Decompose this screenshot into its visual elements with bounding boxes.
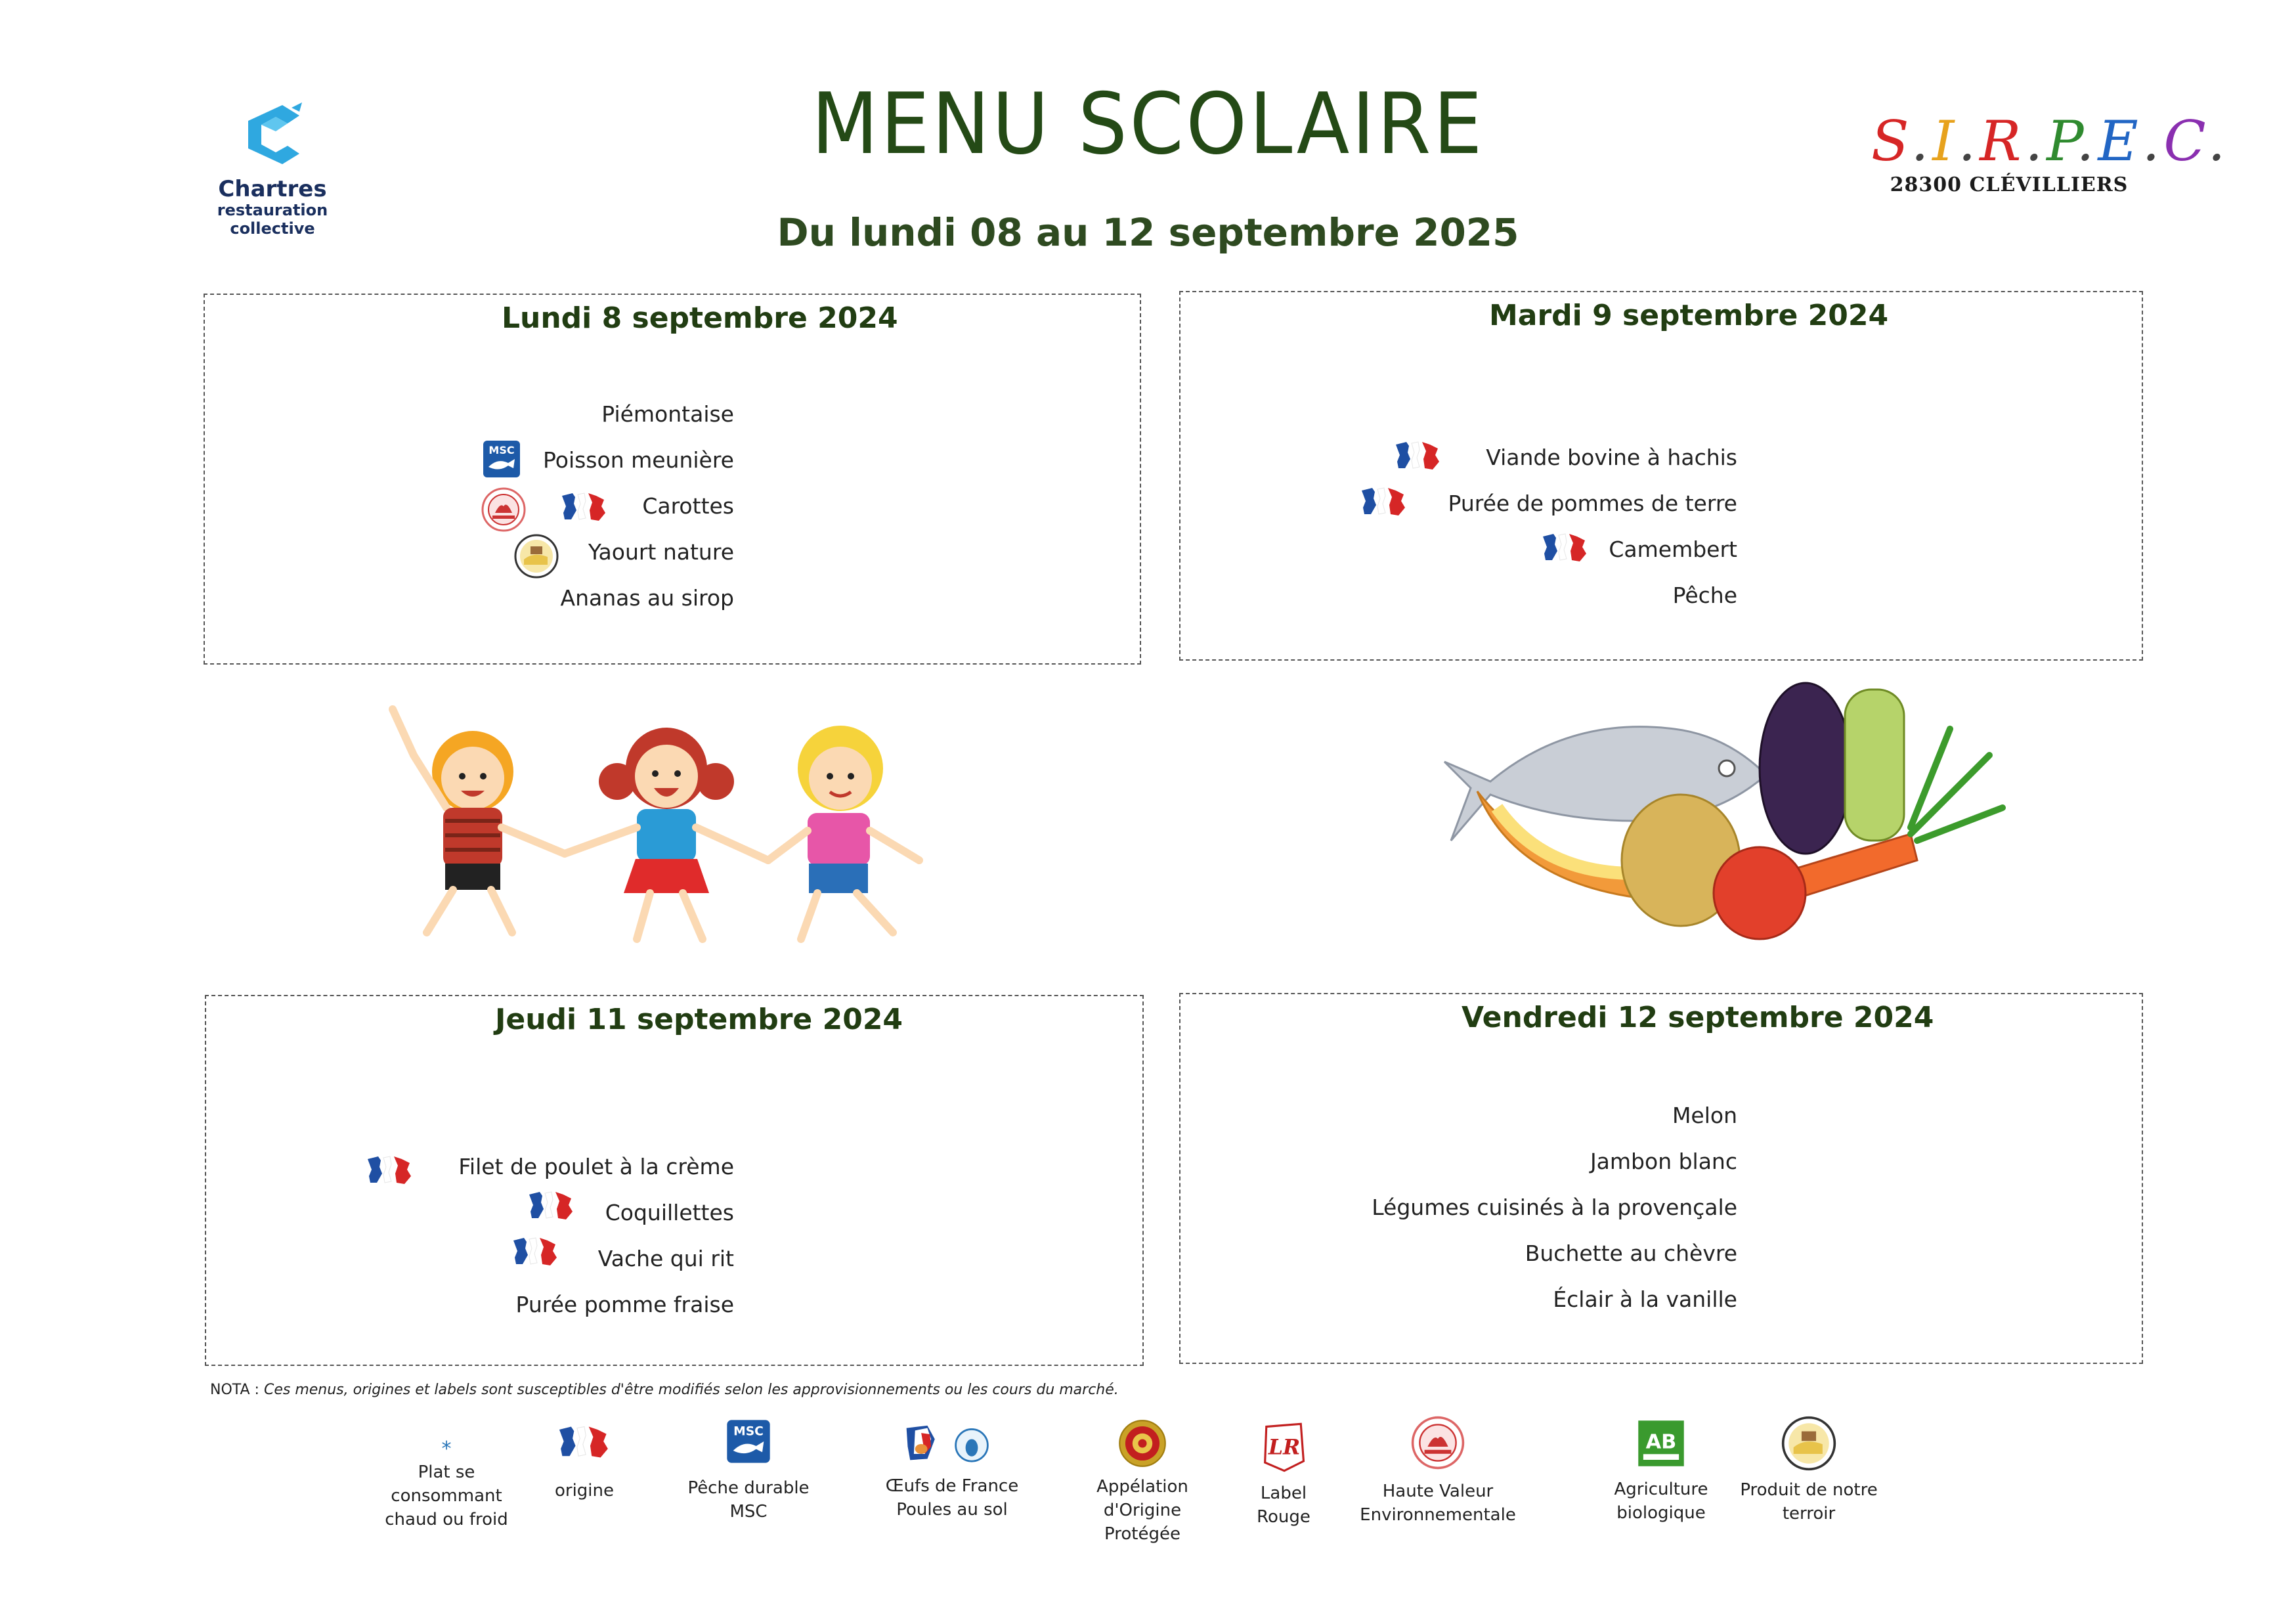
legend-line: d'Origine: [1103, 1501, 1182, 1520]
day-heading: Lundi 8 septembre 2024: [502, 301, 898, 335]
asterisk-icon: *: [441, 1437, 452, 1460]
france-flag-icon: [525, 1189, 578, 1222]
dish-item: Coquillettes: [605, 1200, 734, 1225]
legend-line: Protégée: [1104, 1524, 1180, 1544]
legend-line: Environnementale: [1360, 1505, 1516, 1525]
legend-line: Plat se: [418, 1462, 475, 1482]
legend-line: terroir: [1782, 1504, 1836, 1524]
legend-line: Rouge: [1257, 1507, 1310, 1527]
peach-shape: [1714, 847, 1806, 939]
nota-note: [210, 1382, 1119, 1398]
sirpec-letter: C: [2163, 109, 2208, 173]
food-illustration: [1438, 676, 2016, 952]
sirpec-dot: .: [2076, 109, 2098, 173]
logo-left-line3: collective: [230, 219, 315, 238]
logo-left-line1: Chartres: [218, 176, 327, 202]
legend-line: Agriculture: [1614, 1480, 1708, 1499]
sirpec-dot: .: [2207, 109, 2230, 173]
legend-line: consommant: [391, 1486, 502, 1506]
sirpec-letter: P: [2047, 109, 2077, 173]
dish-item: Buchette au chèvre: [1525, 1240, 1737, 1266]
msc-fish-icon: [726, 1418, 771, 1464]
france-flag-icon: [1392, 439, 1444, 472]
sirpec-letter: R: [1980, 109, 2025, 173]
page-title: MENU SCOLAIRE: [811, 76, 1485, 173]
legend-line: Œufs de France: [885, 1476, 1019, 1496]
legend-line: Haute Valeur: [1382, 1481, 1494, 1501]
nota-label: NOTA :: [210, 1382, 259, 1398]
sirpec-dot: .: [2142, 109, 2164, 173]
france-flag-icon: [1358, 485, 1410, 518]
legend-line: origine: [554, 1481, 615, 1501]
legend-line: Pêche durable: [687, 1478, 810, 1498]
dish-item: Éclair à la vanille: [1553, 1286, 1737, 1312]
oeufs-france-icon: [903, 1422, 1001, 1465]
children-illustration: [374, 696, 959, 965]
day-box-monday: [204, 294, 1141, 665]
france-flag-icon: [555, 1424, 614, 1460]
sirpec-letter: S: [1871, 109, 1911, 173]
legend-msc: [676, 1418, 821, 1524]
dish-item: Piémontaise: [601, 401, 734, 427]
kid-left: [393, 709, 565, 933]
sirpec-logo: [1871, 109, 2230, 196]
legend-origin: [525, 1424, 643, 1503]
france-flag-icon: [364, 1154, 416, 1187]
day-heading: Mardi 9 septembre 2024: [1489, 299, 1889, 332]
legend-line: Appélation: [1096, 1477, 1188, 1497]
legend-line: Label: [1260, 1483, 1307, 1503]
hve-badge-icon: [1410, 1415, 1465, 1470]
dish-item: Carottes: [642, 493, 734, 519]
sirpec-letter: E: [2098, 109, 2142, 173]
dish-item: Purée de pommes de terre: [1448, 491, 1737, 516]
dish-item: Camembert: [1609, 537, 1737, 562]
terroir-badge-icon: [1781, 1415, 1837, 1472]
msc-fish-icon: [482, 439, 521, 479]
dish-item: Jambon blanc: [1590, 1149, 1737, 1174]
day-heading: Jeudi 11 septembre 2024: [495, 1003, 903, 1036]
legend-line: biologique: [1616, 1503, 1706, 1523]
dish-item: Ananas au sirop: [560, 585, 734, 611]
dish-item: Filet de poulet à la crème: [458, 1154, 734, 1179]
dish-item: Melon: [1672, 1103, 1737, 1128]
sirpec-dot: .: [1958, 109, 1980, 173]
legend-label-rouge: [1234, 1420, 1333, 1529]
dish-item: Pêche: [1672, 582, 1737, 608]
legend-eggs: [867, 1422, 1037, 1522]
sirpec-dot: .: [2025, 109, 2047, 173]
aop-seal-icon: [1117, 1418, 1167, 1468]
france-flag-icon: [509, 1235, 562, 1268]
terroir-badge-icon: [513, 533, 559, 579]
legend-hve: [1353, 1415, 1523, 1527]
kid-right: [768, 726, 919, 939]
day-box-friday: [1179, 993, 2143, 1364]
legend-star: [368, 1438, 525, 1531]
dish-item: Vache qui rit: [597, 1246, 734, 1271]
legend-aop: [1070, 1418, 1215, 1546]
sirpec-name: [1871, 109, 2230, 173]
sirpec-address: 28300 CLÉVILLIERS: [1890, 173, 2129, 196]
legend-terroir: [1727, 1415, 1891, 1525]
dish-item: Poisson meunière: [543, 447, 734, 473]
france-flag-icon: [558, 491, 611, 523]
eggplant-shape: [1760, 683, 1852, 854]
logo-left-line2: restauration: [217, 201, 328, 219]
legend-ab: [1595, 1418, 1727, 1525]
label-rouge-icon: [1259, 1420, 1309, 1475]
dish-item: Légumes cuisinés à la provençale: [1372, 1195, 1737, 1220]
legend-line: MSC: [729, 1502, 768, 1522]
hve-badge-icon: [481, 487, 527, 533]
day-box-tuesday: [1179, 291, 2143, 661]
day-heading: Vendredi 12 septembre 2024: [1462, 1001, 1934, 1034]
dish-item: Viande bovine à hachis: [1486, 445, 1737, 470]
legend-line: Poules au sol: [896, 1500, 1008, 1520]
dish-item: Yaourt nature: [588, 539, 734, 565]
nota-text: Ces menus, origines et labels sont susceptibles d'être modifiés selon les approvisionnements ou les cours du marché.: [263, 1382, 1119, 1398]
zucchini-shape: [1845, 690, 1904, 841]
france-flag-icon: [1539, 531, 1592, 564]
kid-middle: [565, 728, 768, 939]
dish-item: Purée pomme fraise: [515, 1292, 734, 1317]
sirpec-letter: I: [1932, 109, 1959, 173]
legend-line: chaud ou froid: [385, 1510, 508, 1529]
day-box-thursday: [205, 995, 1144, 1366]
ab-logo-icon: [1636, 1418, 1686, 1468]
sirpec-dot: .: [1911, 109, 1933, 173]
week-subtitle: Du lundi 08 au 12 septembre 2025: [777, 210, 1519, 255]
legend-line: Produit de notre: [1740, 1480, 1878, 1500]
